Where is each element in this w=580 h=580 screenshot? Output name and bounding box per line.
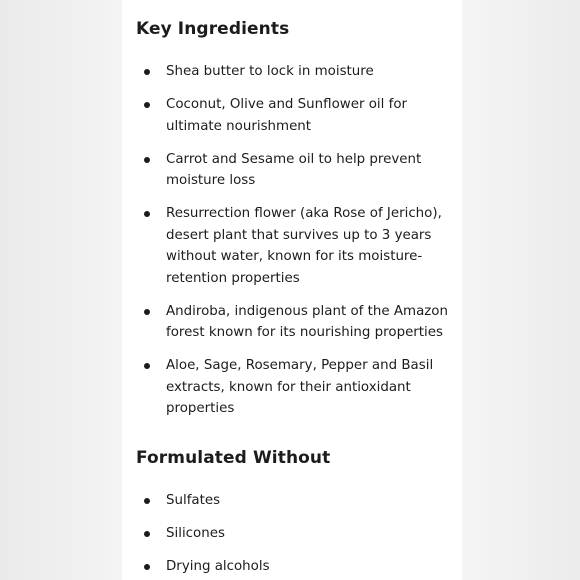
list-item-text: Drying alcohols [166,559,270,574]
list-item [122,203,462,289]
list-item-text: Resurrection flower (aka Rose of Jericho), desert plant that survives up to 3 years without water, known for its moisture-retention properties [166,206,442,286]
list-item [122,149,462,192]
list-item-text: Coconut, Olive and Sunflower oil for ultimate nourishment [166,97,408,134]
bullet-icon [144,564,150,570]
content-panel [122,0,462,580]
list-item-text: Sulfates [166,493,221,508]
list-item-text: Shea butter to lock in moisture [166,64,374,79]
bullet-icon [144,102,150,108]
key-ingredients-list [122,61,462,431]
list-item [122,556,462,578]
list-item-text: Andiroba, indigenous plant of the Amazon forest known for its nourishing properties [166,303,448,340]
key-ingredients-heading: Key Ingredients [136,19,290,39]
list-item [122,301,462,344]
bullet-icon [144,363,150,369]
bullet-icon [144,309,150,315]
bullet-icon [144,157,150,163]
list-item [122,94,462,137]
list-item-text: Silicones [166,526,225,541]
bullet-icon [144,69,150,75]
bullet-icon [144,531,150,537]
list-item [122,61,462,83]
list-item [122,490,462,512]
bullet-icon [144,498,150,504]
list-item-text: Aloe, Sage, Rosemary, Pepper and Basil extracts, known for their antioxidant properties [166,358,434,416]
formulated-without-list [122,490,462,580]
formulated-without-heading: Formulated Without [136,448,331,468]
background-right [462,0,580,580]
list-item-text: Carrot and Sesame oil to help prevent moisture loss [166,151,422,188]
list-item [122,355,462,420]
background-left [0,0,122,580]
list-item [122,523,462,545]
bullet-icon [144,211,150,217]
